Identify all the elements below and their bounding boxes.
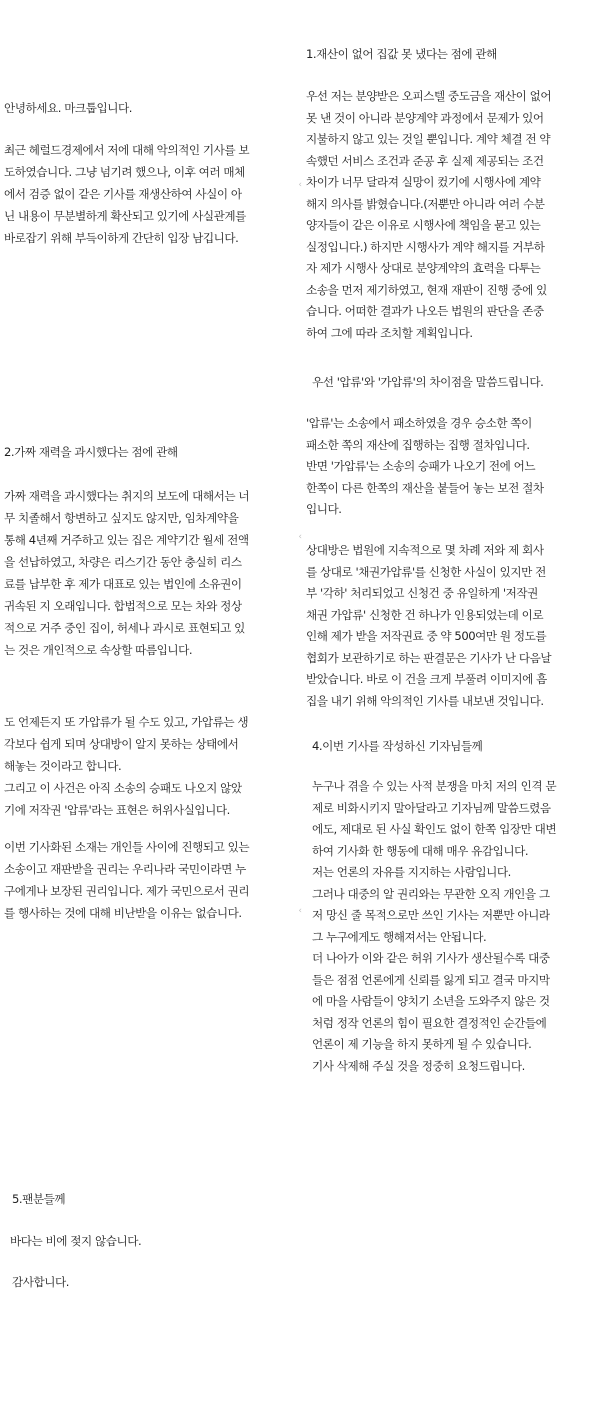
greeting: 안녕하세요. 마크툽입니다. [4, 101, 132, 115]
section5-title: 5.팬분들께 [12, 1192, 66, 1206]
section4-body: 누구나 겪을 수 있는 사적 분쟁을 마치 저의 인격 문 제로 비화시키지 말아달라고 기자님께 말씀드렸음 에도, 제대로 된 사실 확인도 없이 한쪽 입장만 대변 하여 기사화 한 행동에 대해 매우 유감입니다. 저는 언론의 자유를 지지하는 사람입니다. 그러나 대중의 알 권리와는 무관한 오직 개인을 그 저 망신 줄 목적으로만 쓰인 기사는 저뿐만 아니라 그 누구에게도 행해져서는 안됩니다. 더 나아가 이와 같은 허위 기사가 생산될수록 대중 들은 점점 언론에게 신뢰를 잃게 되고 결국 마지막 에 마을 사람들이 양치기 소년을 도와주지 않은 것 처럼 정작 언론의 힘이 필요한 결정적인 순간들에 언론이 제 기능을 하지 못하게 될 수 있습니다. 기사 삭제해 주실 것을 정중히 요청드립니다. [312, 779, 557, 1073]
seizure-paragraph: 도 언제든지 또 가압류가 될 수도 있고, 가압류는 생 각보다 쉽게 되며 상대방이 알지 못하는 상태에서 해놓는 것이라고 합니다. 그리고 이 사건은 아직 소송의 승패도 나오지 않았 기에 저작권 '압류'라는 표현은 허위사실입니다. [4, 715, 249, 817]
rights-paragraph: 이번 기사화된 소재는 개인들 사이에 진행되고 있는 소송이고 재판받을 권리는 우리나라 국민이라면 누 구에게나 보장된 권리입니다. 제가 국민으로서 권리 를 행사하는 것에 대해 비난받을 이유는 없습니다. [4, 840, 250, 920]
section2-body: 가짜 재력을 과시했다는 취지의 보도에 대해서는 너 무 치졸해서 항변하고 싶지도 않지만, 임차계약을 통해 4년째 거주하고 있는 집은 계약기간 월세 전액 을 선납하였고, 차량은 리스기간 동안 충실히 리스 료를 납부한 후 제가 대표로 있는 법인에 소유권이 귀속된 지 오래입니다. 합법적으로 모는 차와 정상 적으로 거주 중인 집이, 허세나 과시로 표현되고 있 는 것은 개인적으로 속상할 따름입니다. [4, 489, 250, 657]
section2-title: 2.가짜 재력을 과시했다는 점에 관해 [4, 445, 178, 459]
intro-paragraph: 최근 헤럴드경제에서 저에 대해 악의적인 기사를 보 도하였습니다. 그냥 넘기려 했으나, 이후 여러 매체 에서 검증 없이 같은 기사를 재생산하여 사실이 아 닌 내용이 무분별하게 확산되고 있기에 사실관계를 바로잡기 위해 부득이하게 간단히 입장 남깁니다. [4, 143, 250, 245]
section4-title: 4.이번 기사를 작성하신 기자님들께 [312, 739, 483, 753]
seam-marker: ‹ [298, 180, 302, 190]
section1-title: 1.재산이 없어 집값 못 냈다는 점에 관해 [306, 47, 497, 61]
seam-marker: ‹ [298, 532, 302, 542]
fans-message: 바다는 비에 젖지 않습니다. [10, 1234, 142, 1248]
opponent-paragraph: 상대방은 법원에 지속적으로 몇 차례 저와 제 회사 를 상대로 '채권가압류'를 신청한 사실이 있지만 전 부 '각하' 처리되었고 신청건 중 유일하게 '저작권 채권 가압류' 신청한 건 하나가 인용되었는데 이로 인해 제가 받을 저작권료 중 약 500여만 원 정도를 협회가 보관하기로 하는 판결문은 기사가 난 다음날 받았습니다. 바로 이 건을 크게 부풀려 이미지에 흠 집을 내기 위해 악의적인 기사를 내보낸 것입니다. [306, 543, 552, 708]
difference-intro: 우선 '압류'와 '가압류'의 차이점을 말씀드립니다. [312, 375, 544, 389]
difference-body: '압류'는 소송에서 패소하였을 경우 승소한 쪽이 패소한 쪽의 재산에 집행하는 집행 절차입니다. 반면 '가압류'는 소송의 승패가 나오기 전에 어느 한쪽이 다른 한쪽의 재산을 붙들어 놓는 보전 절차 입니다. [306, 416, 544, 516]
section1-body: 우선 저는 분양받은 오피스텔 중도금을 재산이 없어 못 낸 것이 아니라 분양계약 과정에서 문제가 있어 지불하지 않고 있는 것일 뿐입니다. 계약 체결 전 약 속했던 서비스 조건과 준공 후 실제 제공되는 조건 차이가 너무 달라져 실망이 컸기에 시행사에 계약 해지 의사를 밝혔습니다.(저뿐만 아니라 여러 수분 양자들이 같은 이유로 시행사에 책임을 묻고 있는 실정입니다.) 하지만 시행사가 계약 해지를 거부하 자 제가 시행사 상대로 분양계약의 효력을 다투는 소송을 먼저 제기하였고, 현재 재판이 진행 중에 있 습니다. 어떠한 결과가 나오든 법원의 판단을 존중 하여 그에 따라 조치할 계획입니다. [306, 89, 552, 340]
thanks-text: 감사합니다. [12, 1275, 69, 1289]
seam-marker: ‹ [298, 906, 302, 916]
